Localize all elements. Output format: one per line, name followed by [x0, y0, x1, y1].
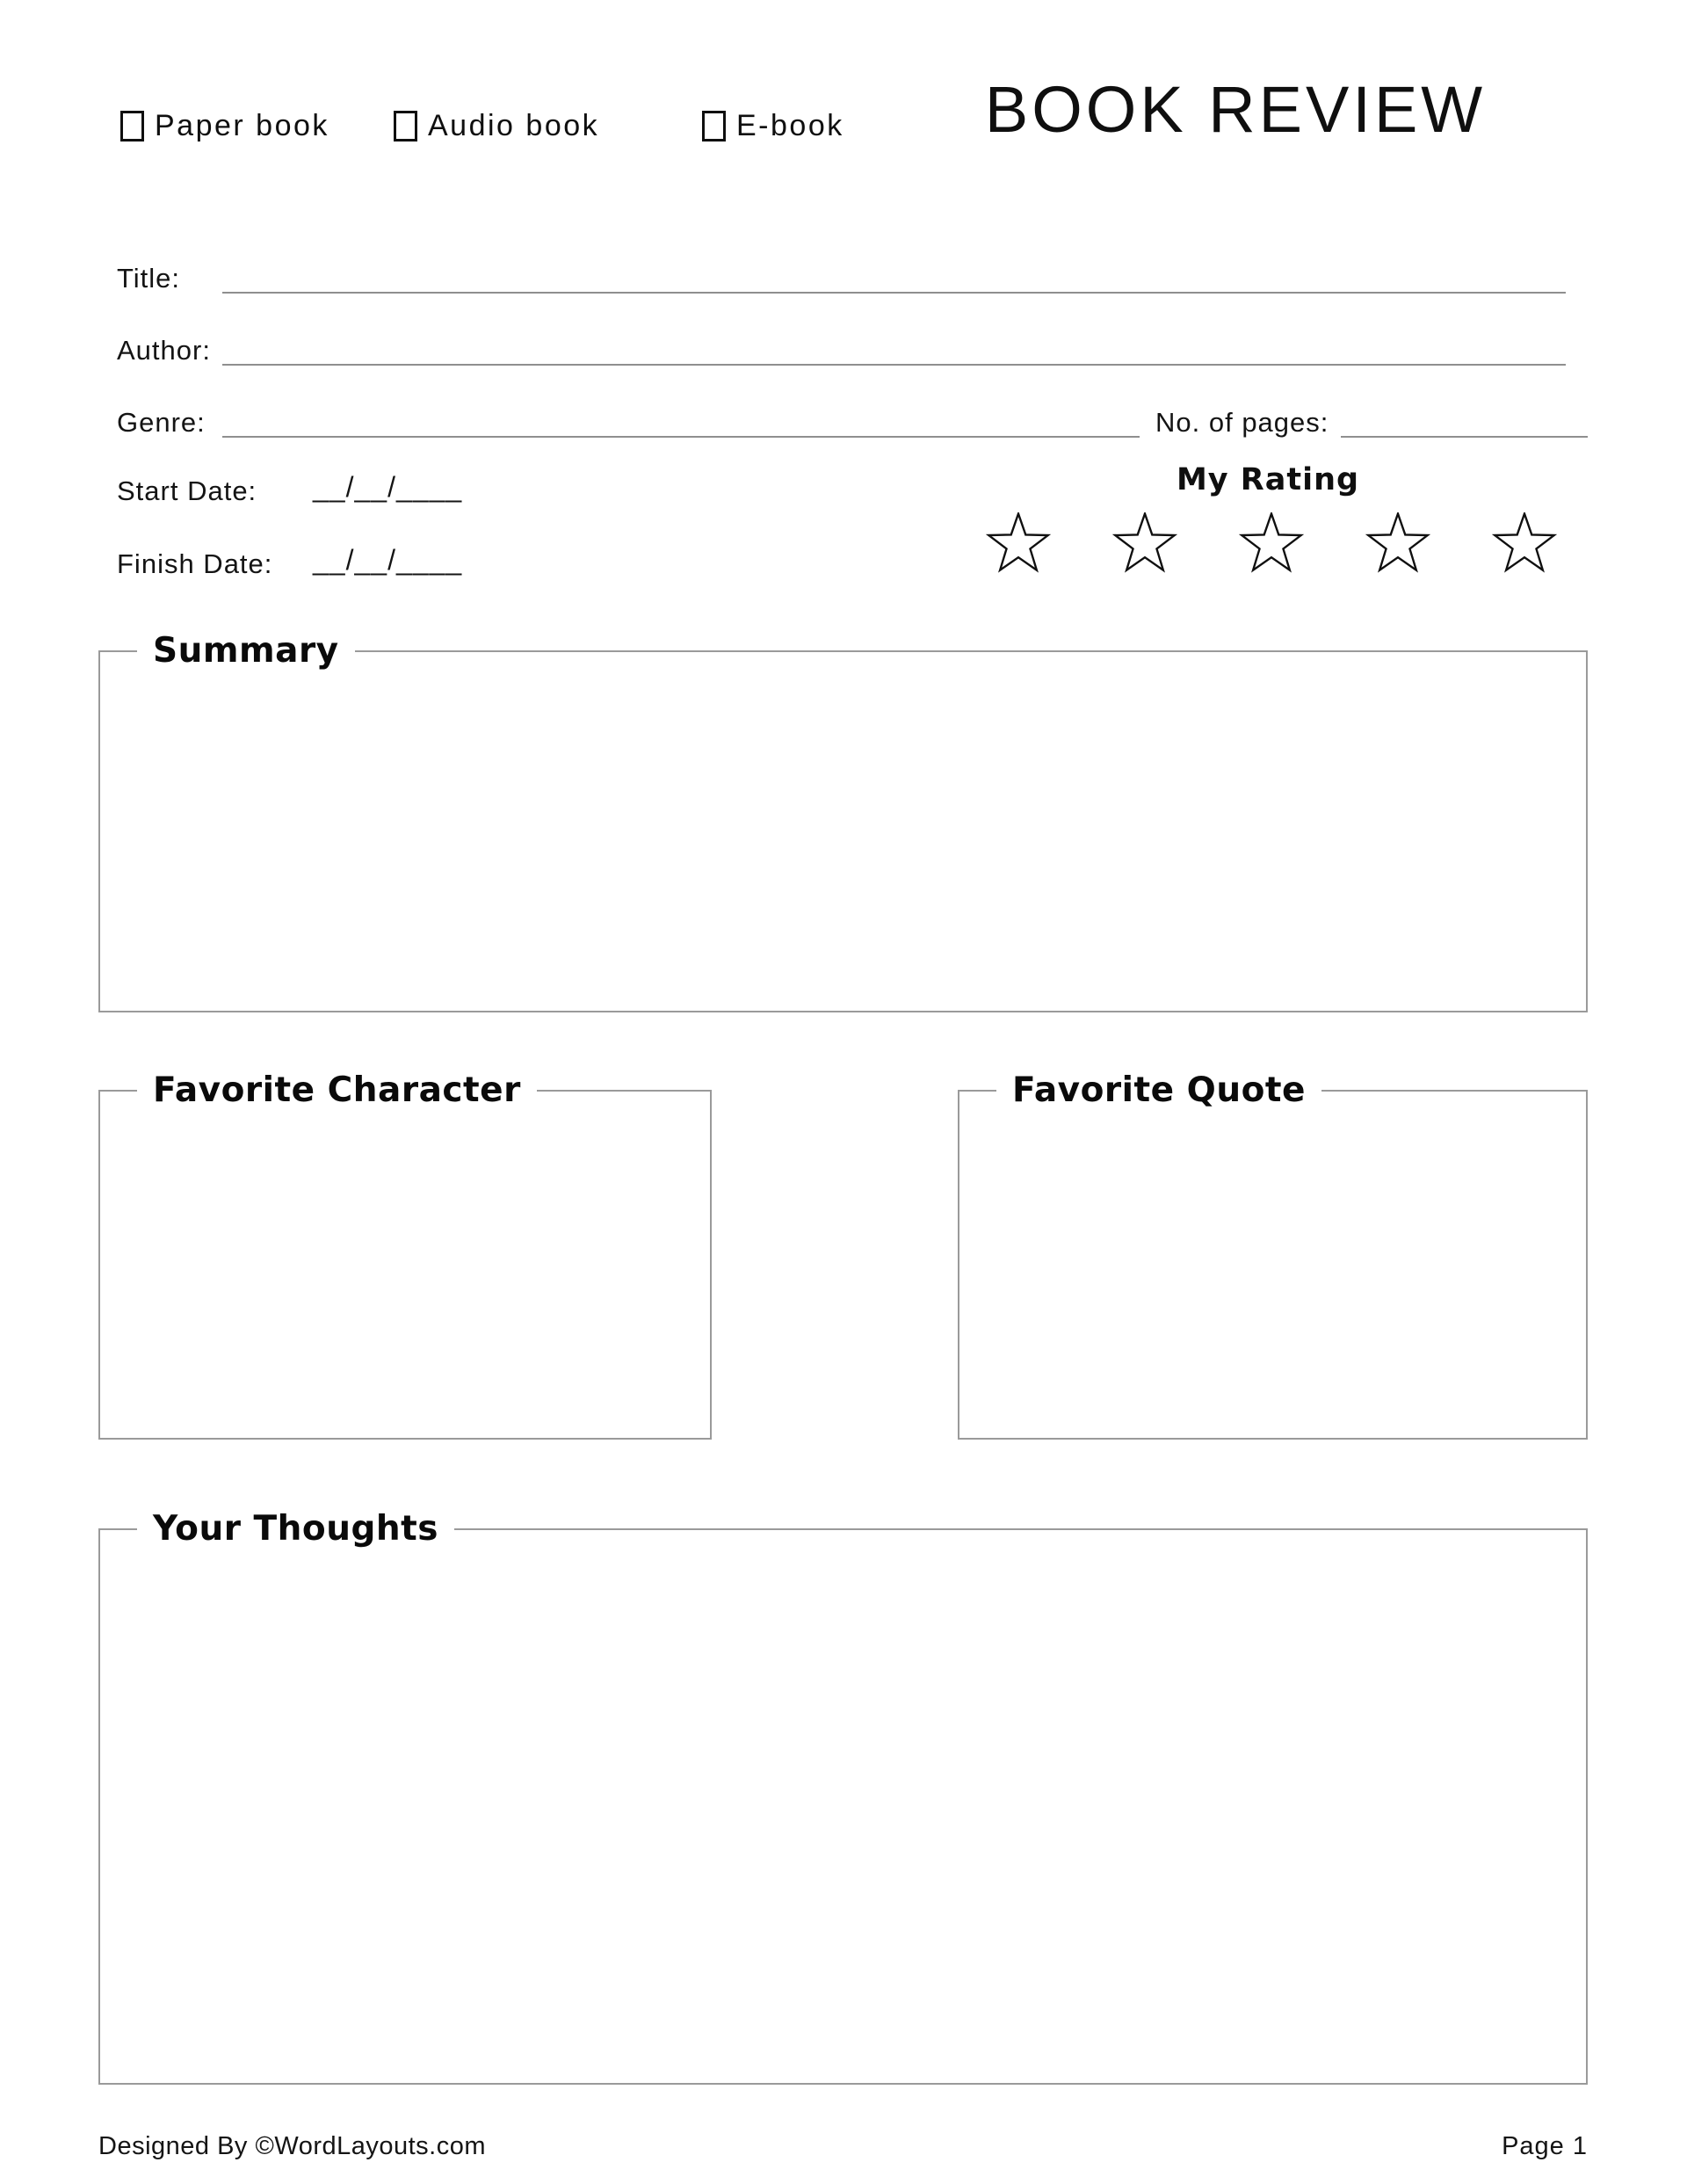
summary-heading: Summary	[153, 631, 339, 671]
paper-book-label: Paper book	[155, 109, 329, 142]
favorite-quote-textarea[interactable]	[959, 1110, 1586, 1438]
footer-page-number: Page 1	[1502, 2132, 1588, 2160]
start-date-label: Start Date:	[117, 475, 257, 506]
paper-book-checkbox[interactable]	[120, 111, 144, 141]
pages-label: No. of pages:	[1155, 407, 1329, 438]
summary-textarea[interactable]	[100, 671, 1586, 1011]
summary-section	[98, 631, 1588, 1012]
e-book-label: E-book	[736, 109, 844, 142]
your-thoughts-heading: Your Thoughts	[153, 1509, 438, 1549]
start-date-field[interactable]: __/__/____	[313, 471, 463, 503]
finish-date-label: Finish Date:	[117, 548, 273, 579]
rating-stars	[986, 512, 1557, 575]
genre-input-line[interactable]	[222, 436, 1140, 438]
option-e-book	[702, 109, 844, 143]
favorite-character-section	[98, 1070, 712, 1440]
page-title: BOOK REVIEW	[984, 73, 1487, 146]
star-icon[interactable]	[1239, 512, 1304, 575]
favorite-quote-section	[958, 1070, 1588, 1440]
e-book-checkbox[interactable]	[702, 111, 726, 141]
star-icon[interactable]	[1365, 512, 1430, 575]
star-icon[interactable]	[986, 512, 1051, 575]
favorite-quote-heading: Favorite Quote	[1012, 1070, 1306, 1110]
title-input-line[interactable]	[222, 292, 1566, 294]
option-audio-book	[394, 109, 599, 143]
star-icon[interactable]	[1492, 512, 1557, 575]
finish-date-field[interactable]: __/__/____	[313, 544, 463, 576]
genre-label: Genre:	[117, 407, 206, 438]
favorite-character-heading: Favorite Character	[153, 1070, 521, 1110]
your-thoughts-textarea[interactable]	[100, 1549, 1586, 2083]
star-icon[interactable]	[1112, 512, 1177, 575]
audio-book-label: Audio book	[428, 109, 600, 142]
author-label: Author:	[117, 335, 211, 366]
footer-credit: Designed By ©WordLayouts.com	[98, 2132, 487, 2160]
pages-input-line[interactable]	[1341, 436, 1588, 438]
your-thoughts-section	[98, 1509, 1588, 2085]
my-rating-label: My Rating	[1176, 462, 1360, 497]
title-label: Title:	[117, 263, 181, 294]
audio-book-checkbox[interactable]	[394, 111, 417, 141]
option-paper-book	[120, 109, 329, 143]
author-input-line[interactable]	[222, 364, 1566, 366]
favorite-character-textarea[interactable]	[100, 1110, 710, 1438]
